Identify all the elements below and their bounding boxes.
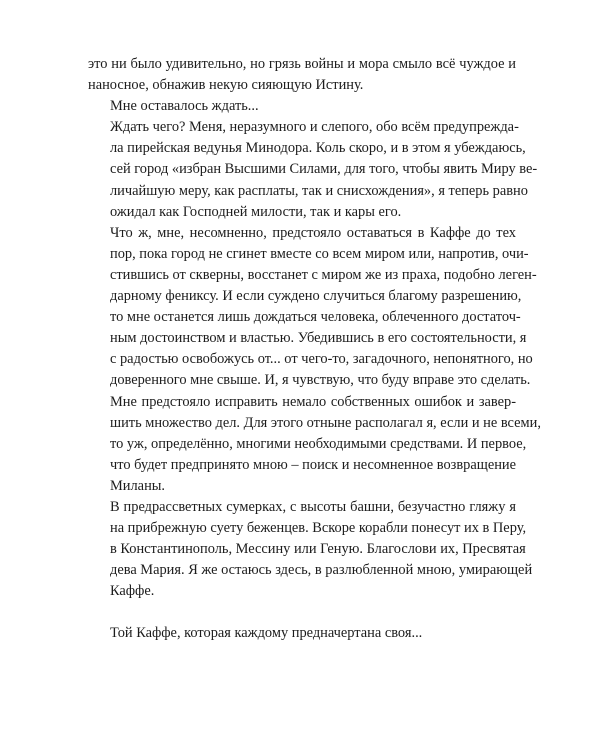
text-line: это ни было удивительно, но грязь войны и мора смыло всё чуждое и — [88, 56, 516, 72]
text-line: Миланы. — [110, 477, 166, 494]
text-line: ожидал как Господней милости, так и кары его. — [110, 203, 402, 220]
text-line: что будет предпринято мною – поиск и несомненное возвращение — [110, 456, 516, 473]
text-line: Мне оставалось ждать... — [110, 98, 259, 115]
text-line: ла пирейская ведунья Минодора. Коль скоро, и в этом я убеждаюсь, — [110, 140, 526, 157]
text-line: дарному фениксу. И если суждено случиться благому разрешению, — [110, 288, 522, 305]
text-line: с радостью освобожусь от... от чего-то, загадочного, непонятного, но — [110, 351, 533, 368]
text-line: доверенного мне свыше. И, я чувствую, что буду вправе это сделать. — [110, 372, 531, 389]
text-line: ным достоинством и властью. Убедившись в его состоятельности, я — [110, 330, 527, 347]
paragraph-5 — [88, 392, 541, 497]
text-line: в Константинополь, Мессину или Геную. Благослови их, Пресвятая — [110, 541, 526, 558]
text-line: наносное, обнажив некую сияющую Истину. — [88, 77, 364, 94]
text-line: личайшую меру, как расплаты, так и снисхождения», я теперь равно — [110, 182, 528, 199]
text-line: сей город «избран Высшими Силами, для того, чтобы явить Миру ве- — [110, 161, 538, 178]
text-line: шить множество дел. Для этого отныне располагал я, если и не всеми, — [110, 414, 541, 431]
paragraph-7 — [88, 623, 516, 644]
text-line: пор, пока город не сгинет вместе со всем миром или, напротив, очи- — [110, 245, 529, 262]
text-line: Той Каффе, которая каждому предначертана своя... — [110, 625, 423, 642]
text-line: Мне предстояло исправить немало собственных ошибок и завер- — [110, 393, 516, 410]
text-line: то мне останется лишь дождаться человека, облеченного достаточ- — [110, 309, 521, 326]
text-line: дева Мария. Я же остаюсь здесь, в разлюбленной мною, умирающей — [110, 562, 533, 579]
book-page — [88, 54, 541, 645]
text-line: Каффе. — [110, 583, 155, 600]
paragraph-4 — [88, 223, 537, 392]
text-line: стившись от скверны, восстанет с миром же из праха, подобно леген- — [110, 266, 537, 283]
text-line: то уж, определённо, многими необходимыми средствами. И первое, — [110, 435, 527, 452]
text-line: В предрассветных сумерках, с высоты башни, безучастно гляжу я — [110, 498, 516, 515]
paragraph-2 — [88, 96, 516, 117]
paragraph-1 — [88, 54, 516, 96]
paragraph-6 — [88, 497, 533, 602]
paragraph-3 — [88, 117, 538, 222]
text-line: Что ж, мне, несомненно, предстояло оставаться в Каффе до тех — [110, 224, 516, 241]
text-line: на прибрежную суету беженцев. Вскоре корабли понесут их в Перу, — [110, 520, 527, 537]
text-line: Ждать чего? Меня, неразумного и слепого, обо всём предупрежда- — [110, 119, 519, 136]
